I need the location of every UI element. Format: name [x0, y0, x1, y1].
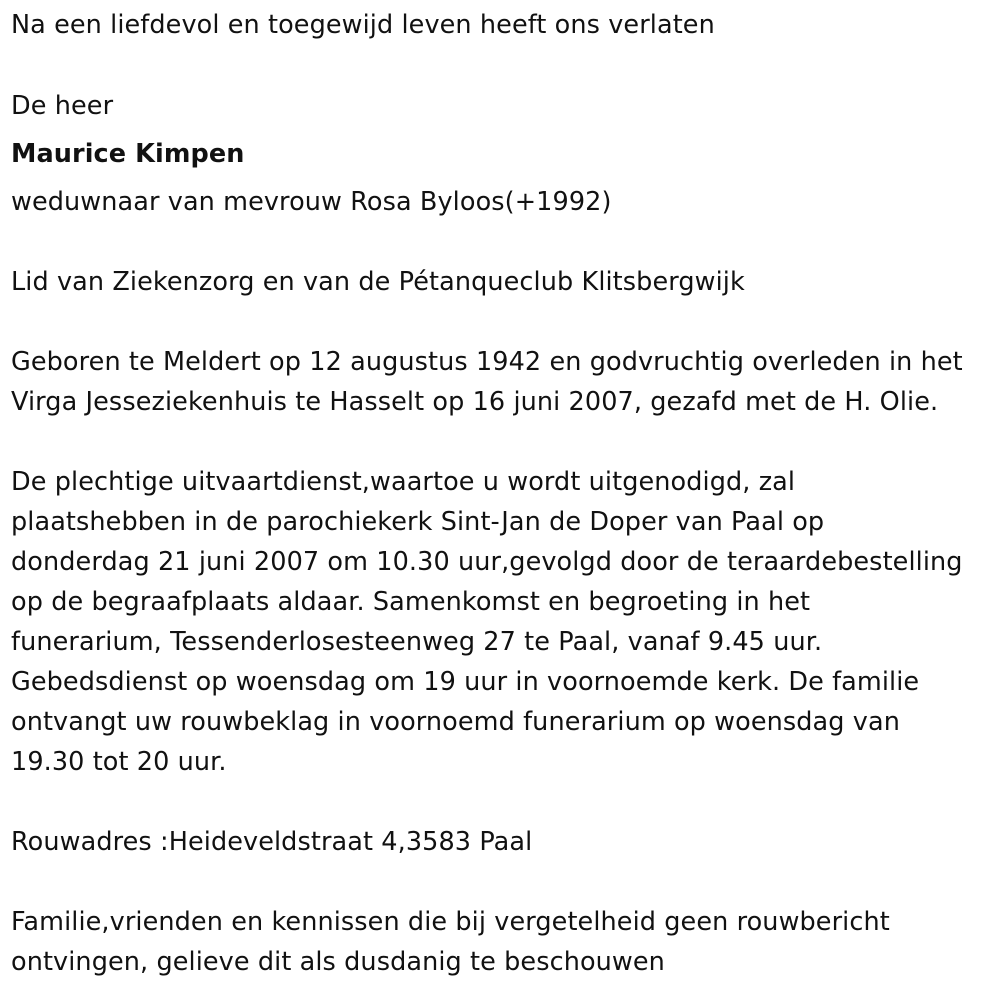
service-line: plaatshebben in de parochiekerk Sint-Jan de Doper van Paal op: [11, 507, 825, 537]
birth-death-line: Geboren te Meldert op 12 augustus 1942 en godvruchtig overleden in het: [11, 347, 963, 377]
intro-line: Na een liefdevol en toegewijd leven heeft ons verlaten: [11, 10, 715, 40]
address-line: Rouwadres :Heideveldstraat 4,3583 Paal: [11, 827, 533, 857]
salutation: De heer: [11, 91, 114, 121]
closing-line: Familie,vrienden en kennissen die bij vergetelheid geen rouwbericht: [11, 907, 890, 937]
birth-death-line: Virga Jesseziekenhuis te Hasselt op 16 juni 2007, gezafd met de H. Olie.: [11, 387, 939, 417]
service-line: ontvangt uw rouwbeklag in voornoemd funerarium op woensdag van: [11, 707, 900, 737]
closing-line: ontvingen, gelieve dit als dusdanig te beschouwen: [11, 947, 665, 977]
service-line: op de begraafplaats aldaar. Samenkomst en begroeting in het: [11, 587, 811, 617]
service-line: 19.30 tot 20 uur.: [11, 747, 227, 777]
deceased-name: Maurice Kimpen: [11, 139, 245, 169]
service-line: donderdag 21 juni 2007 om 10.30 uur,gevolgd door de teraardebestelling: [11, 547, 963, 577]
membership-line: Lid van Ziekenzorg en van de Pétanqueclub Klitsbergwijk: [11, 267, 745, 297]
service-line: funerarium, Tessenderlosesteenweg 27 te Paal, vanaf 9.45 uur.: [11, 627, 823, 657]
service-line: Gebedsdienst op woensdag om 19 uur in voornoemde kerk. De familie: [11, 667, 920, 697]
service-line: De plechtige uitvaartdienst,waartoe u wordt uitgenodigd, zal: [11, 467, 796, 497]
spouse-line: weduwnaar van mevrouw Rosa Byloos(+1992): [11, 187, 612, 217]
